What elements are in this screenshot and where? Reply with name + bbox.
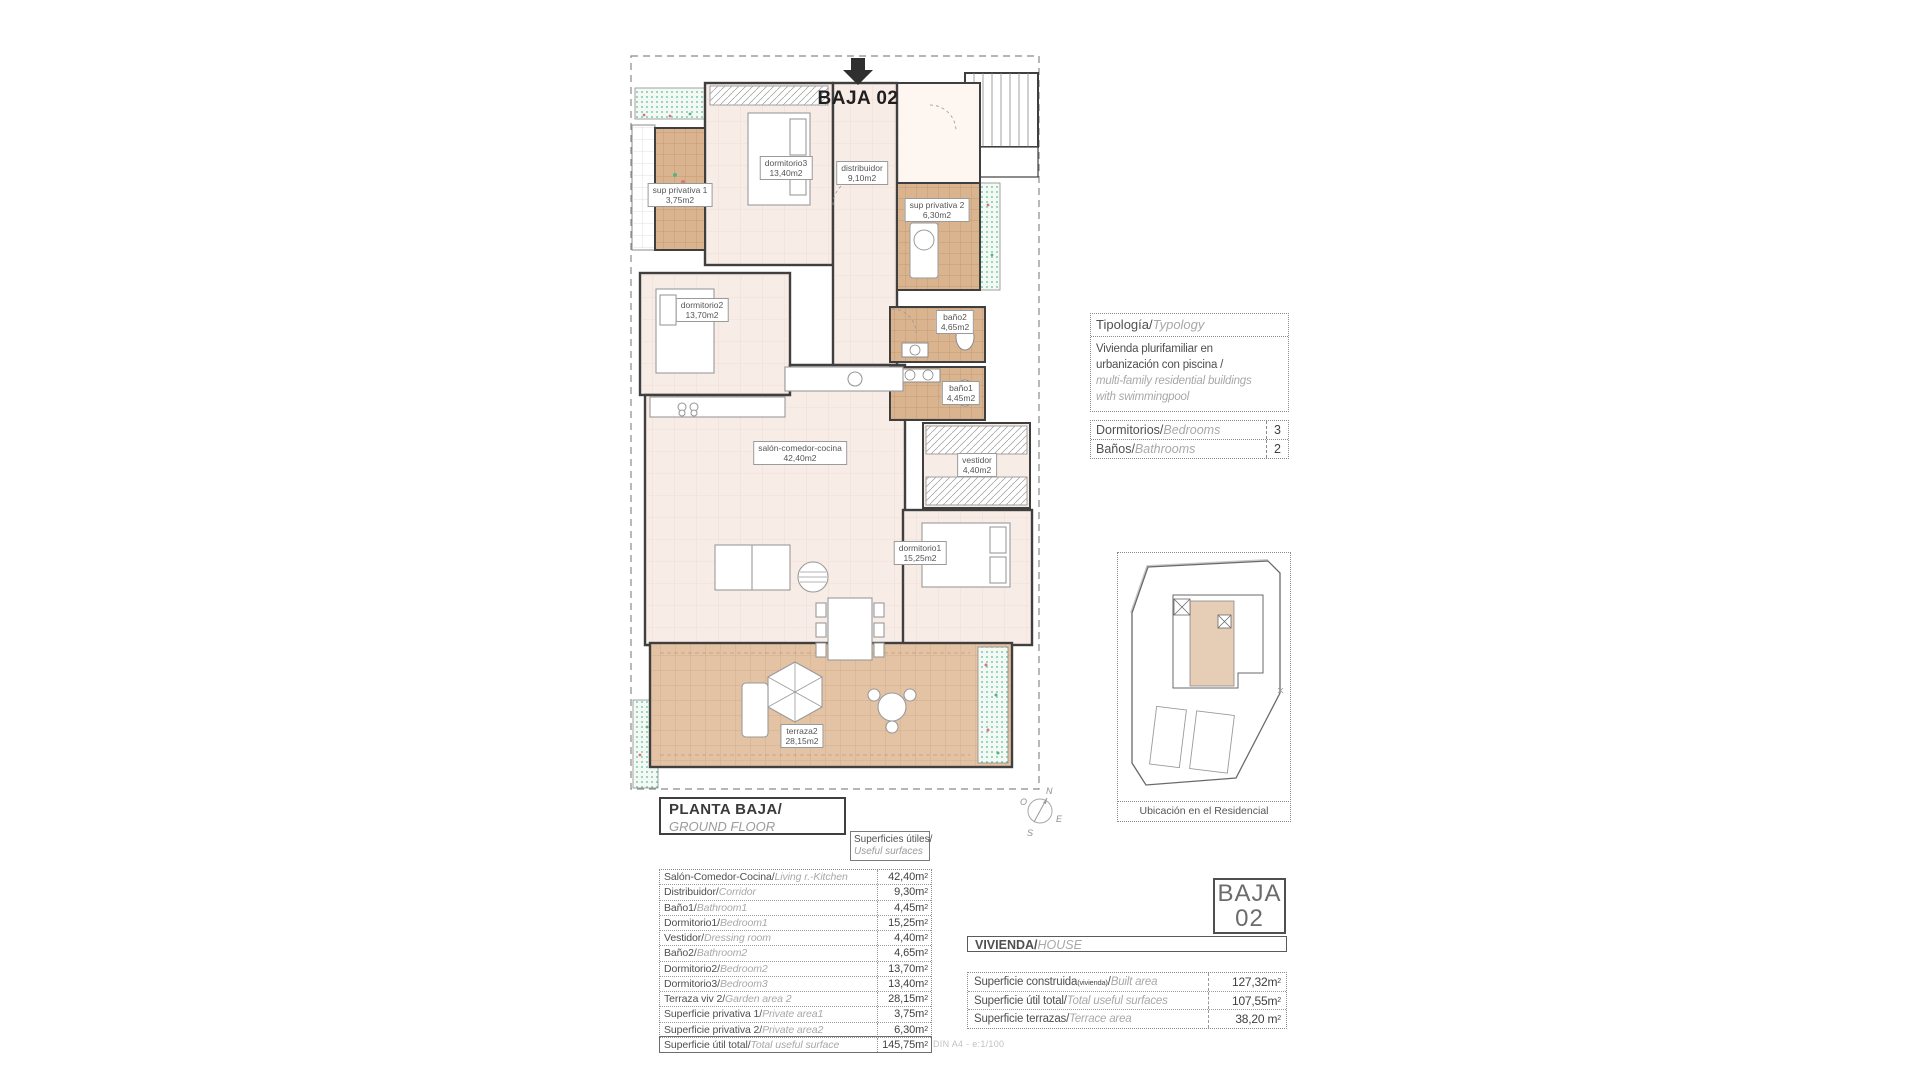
svg-text:E: E bbox=[1056, 814, 1063, 824]
room-label-dormitorio3: dormitorio3 13,40m2 bbox=[760, 156, 813, 180]
table-row: Distribuidor/Corridor 9,30m 2 bbox=[660, 884, 931, 899]
room-terraza2 bbox=[650, 643, 1012, 767]
table-row: Baño2/Bathroom2 4,65m 2 bbox=[660, 945, 931, 960]
bathrooms-count: 2 bbox=[1266, 440, 1288, 458]
room-label-terraza2: terraza2 28,15m2 bbox=[780, 724, 823, 748]
terrace-area-row: Superficie terrazas/Terrace area 38,20 m 2 bbox=[968, 1009, 1286, 1028]
table-row: Baño1/Bathroom1 4,45m 2 bbox=[660, 900, 931, 915]
useful-total-row: Superficie útil total/Total useful surfaces 107,55m 2 bbox=[968, 991, 1286, 1010]
unit-pointer-arrowhead-icon bbox=[843, 70, 873, 85]
site-location-caption: Ubicación en el Residencial bbox=[1117, 801, 1291, 822]
room-label-dormitorio2: dormitorio2 13,70m2 bbox=[676, 298, 729, 322]
table-row: Dormitorio1/Bedroom1 15,25m 2 bbox=[660, 915, 931, 930]
room-label-vestidor: vestidor 4,40m2 bbox=[957, 453, 997, 477]
bedrooms-count: 3 bbox=[1266, 421, 1288, 439]
typology-header: Tipología/Typology bbox=[1091, 314, 1288, 337]
typology-description: Vivienda plurifamiliar en urbanización con piscina / multi-family residential buildings with swimmingpool bbox=[1096, 343, 1252, 403]
room-distribuidor bbox=[833, 83, 897, 368]
table-row-total: Superficie útil total/Total useful surface 145,75m 2 bbox=[660, 1037, 931, 1052]
house-bar: VIVIENDA/HOUSE bbox=[967, 936, 1287, 952]
floor-title-es: PLANTA BAJA/ bbox=[669, 801, 783, 818]
room-label-salon: salón-comedor-cocina 42,40m2 bbox=[753, 441, 847, 465]
useful-surfaces-header: Superficies útiles/ Useful surfaces bbox=[850, 831, 930, 861]
table-row: Vestidor/Dressing room 4,40m 2 bbox=[660, 930, 931, 945]
table-row: Salón-Comedor-Cocina/Living r.-Kitchen 42,40m 2 bbox=[660, 870, 931, 884]
totals-table bbox=[967, 972, 1287, 1029]
floor-plan-drawing bbox=[630, 55, 1040, 790]
site-location-map bbox=[1117, 552, 1291, 802]
table-row: Dormitorio2/Bedroom2 13,70m 2 bbox=[660, 961, 931, 976]
bedrooms-row: Dormitorios/Bedrooms 3 bbox=[1091, 421, 1288, 439]
plan-unit-label: BAJA 02 bbox=[817, 88, 899, 109]
svg-text:N: N bbox=[1046, 786, 1053, 796]
table-row: Terraza viv 2/Garden area 2 28,15m 2 bbox=[660, 991, 931, 1006]
built-area-row: Superficie construida(vivienda)/Built area 127,32m 2 bbox=[968, 973, 1286, 991]
unit-id-box: BAJA 02 bbox=[1213, 878, 1286, 934]
typology-box bbox=[1090, 313, 1289, 412]
bathrooms-row: Baños/Bathrooms 2 bbox=[1091, 439, 1288, 458]
svg-text:O: O bbox=[1020, 797, 1028, 807]
room-label-sup-privativa-1: sup privativa 1 3,75m2 bbox=[648, 183, 713, 207]
room-label-dormitorio1: dormitorio1 15,25m2 bbox=[894, 541, 947, 565]
site-plan-drawing bbox=[1118, 553, 1288, 799]
table-row: Dormitorio3/Bedroom3 13,40m 2 bbox=[660, 976, 931, 991]
surfaces-table bbox=[659, 869, 932, 1053]
room-label-distribuidor: distribuidor 9,10m2 bbox=[836, 161, 888, 185]
room-label-sup-privativa-2: sup privativa 2 6,30m2 bbox=[905, 198, 970, 222]
scale-note: DIN A4 - e:1/100 bbox=[933, 1039, 1005, 1049]
highlighted-unit bbox=[1190, 601, 1234, 686]
floor-title-box bbox=[659, 797, 846, 835]
floor-title-en: GROUND FLOOR bbox=[669, 819, 776, 834]
counts-table bbox=[1090, 420, 1289, 459]
floor-plan bbox=[630, 55, 1040, 790]
table-row: Superficie privativa 2/Private area2 6,30m 2 bbox=[660, 1022, 931, 1037]
room-label-bano1: baño1 4,45m2 bbox=[942, 381, 980, 405]
room-label-bano2: baño2 4,65m2 bbox=[936, 310, 974, 334]
compass-rose-icon bbox=[1008, 783, 1072, 843]
svg-text:S: S bbox=[1027, 828, 1034, 838]
table-row: Superficie privativa 1/Private area1 3,75m 2 bbox=[660, 1006, 931, 1021]
